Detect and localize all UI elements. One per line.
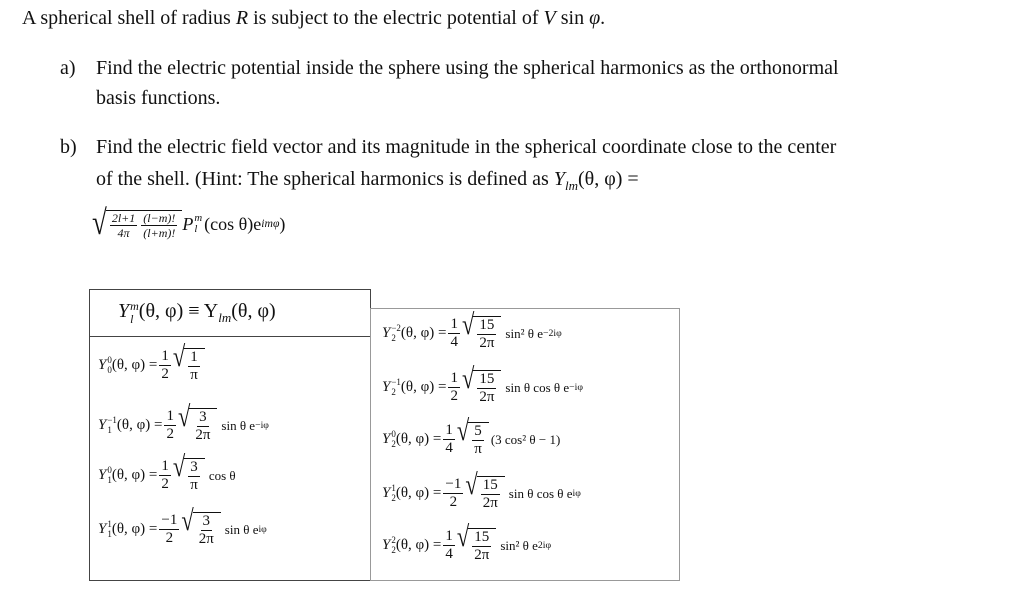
harmonic-Y2m2: Y −2 2 (θ, φ) = $\frac{1}{4}$ √ $\frac{15}{2\pi}$ sin² θ e −2iφ (382, 316, 562, 351)
hint-P: P (182, 214, 194, 234)
harmonic-Y10: Y 0 1 (θ, φ) = $\frac{1}{2}$ √ $\frac{3}{\pi}$ cos θ (98, 458, 236, 493)
hint-close: ) (279, 214, 286, 234)
intro-text-1: A spherical shell of radius (22, 7, 236, 29)
part-b-line1: Find the electric field vector and its magnitude in the spherical coordinate close to the center (96, 136, 837, 158)
sqrt-icon: √ (172, 450, 186, 483)
voltage-symbol: V (543, 7, 556, 29)
header-rest: (θ, φ) ≡ Y (138, 300, 219, 323)
harmonic-Y1m1: Y −1 1 (θ, φ) = $\frac{1}{2}$ √ $\frac{3}{2\pi}$ sin θ e −iφ (98, 408, 269, 443)
hint-frac2 (141, 212, 177, 239)
intro-text-2: is subject to the electric potential of (248, 7, 544, 29)
hint-formula: √ $\frac{2l+1}{4\pi}$ $\frac{(l-m)!}{(l+m)!}$ P m l (cos θ)e imφ ) (92, 202, 286, 242)
hint-frac1 (110, 212, 137, 239)
problem-intro (22, 6, 605, 30)
hint-frac2-num: (l−m)! (143, 210, 176, 225)
part-a-line2: basis functions. (96, 87, 221, 109)
harmonic-Y22: Y 2 2 (θ, φ) = $\frac{1}{4}$ √ $\frac{15}{2\pi}$ sin² θ e 2iφ (382, 528, 551, 563)
harmonic-Y2m1: Y −1 2 (θ, φ) = $\frac{1}{2}$ √ $\frac{15}{2\pi}$ sin θ cos θ e −iφ (382, 370, 583, 405)
harmonic-Y20: Y 0 2 (θ, φ) = $\frac{1}{4}$ √ $\frac{5}{\pi}$ (3 cos² θ − 1) (382, 422, 560, 457)
header-sup: m (130, 299, 139, 313)
hint-args: (θ, φ) = (577, 168, 639, 190)
sqrt-icon: √ (177, 400, 191, 433)
intro-sin: sin (555, 7, 590, 29)
table-header (90, 290, 370, 337)
sqrt-icon: √ (92, 202, 107, 242)
hint-cos: (cos θ)e (204, 214, 262, 234)
header-end: (θ, φ) (231, 300, 276, 323)
hint-sqrt (92, 202, 182, 242)
harmonic-Y21: Y 1 2 (θ, φ) = $\frac{-1}{2}$ √ $\frac{15}{2\pi}$ sin θ cos θ e iφ (382, 476, 581, 511)
harmonic-Y11: Y 1 1 (θ, φ) = $\frac{-1}{2}$ √ $\frac{3}{2\pi}$ sin θ e iφ (98, 512, 267, 547)
sqrt-icon: √ (461, 362, 475, 395)
header-sub: l (130, 311, 134, 326)
sqrt-icon: √ (456, 414, 470, 447)
hint-P-sup: m (194, 211, 203, 224)
hint-frac2-den: (l+m)! (143, 225, 176, 240)
harmonic-Y00: Y 0 0 (θ, φ) = $\frac{1}{2}$ √ $\frac{1}{\pi}$ (98, 348, 205, 383)
sqrt-icon: √ (461, 308, 475, 341)
part-a-line1: Find the electric potential inside the sphere using the spherical harmonics as the orthonormal (96, 57, 839, 79)
part-a-label: a) (60, 57, 76, 79)
hint-P-sub: l (194, 223, 198, 235)
sqrt-icon: √ (465, 468, 478, 501)
phi-symbol: φ (589, 7, 601, 29)
sqrt-icon: √ (181, 504, 194, 537)
sqrt-icon: √ (456, 520, 470, 553)
part-b-line2-text: of the shell. (Hint: The spherical harmonics is defined as (96, 168, 554, 190)
part-b-label: b) (60, 136, 77, 158)
sqrt-icon: √ (172, 340, 186, 373)
intro-end: . (600, 7, 606, 29)
radius-symbol: R (235, 7, 249, 29)
hint-frac1-den: 4π (117, 225, 130, 240)
hint-lm: lm (564, 178, 578, 193)
header-lm: lm (218, 310, 232, 326)
part-b-line2 (96, 167, 639, 191)
header-Y: Y (118, 300, 130, 323)
hint-frac1-num: 2l+1 (111, 210, 136, 225)
hint-Y: Y (553, 168, 565, 190)
